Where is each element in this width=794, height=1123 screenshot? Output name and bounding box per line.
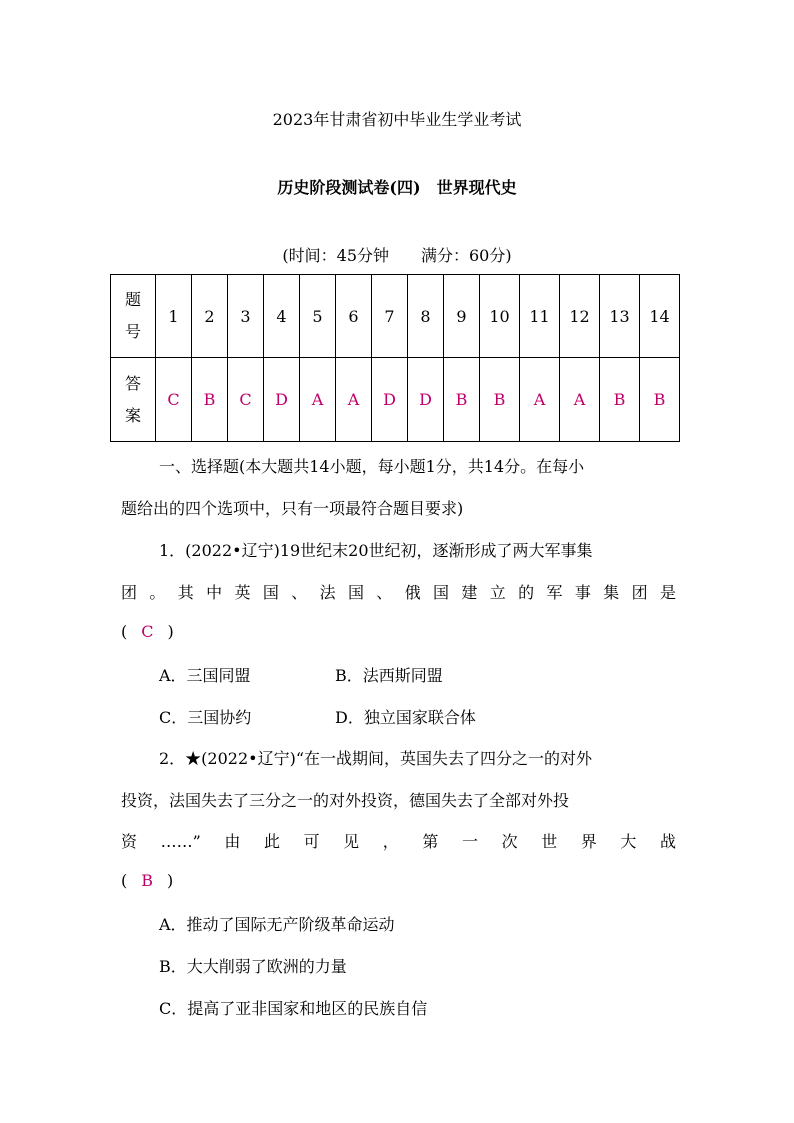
answer-cell: B: [480, 358, 520, 442]
q2-option-b: B．大大削弱了欧洲的力量: [159, 957, 347, 976]
answer-table: [110, 274, 680, 442]
answer-cell: B: [640, 358, 680, 442]
q1-option-a: A．三国同盟: [159, 666, 251, 685]
number-cell: 1: [156, 275, 192, 358]
answer-cell: C: [156, 358, 192, 442]
question-number-row: [111, 275, 680, 358]
q1-option-b: B．法西斯同盟: [335, 666, 443, 685]
paper-title: 历史阶段测试卷(四) 世界现代史: [277, 178, 517, 197]
answer-cell: B: [192, 358, 228, 442]
q1-option-d: D．独立国家联合体: [335, 708, 476, 727]
section-intro-line1: 一、选择题(本大题共14小题，每小题1分，共14分。在每小: [159, 457, 585, 476]
q1-answer-paren: ( C ): [121, 622, 174, 641]
q2-line2: 投资，法国失去了三分之一的对外投资，德国失去了全部对外投: [121, 791, 570, 810]
q1-option-c: C．三国协约: [159, 708, 252, 727]
q1-line2: 团。其中英国、法国、俄国建立的军事集团是: [121, 583, 676, 602]
answer-cell: A: [300, 358, 336, 442]
answer-cell: D: [408, 358, 444, 442]
number-cell: 2: [192, 275, 228, 358]
answer-cell: D: [372, 358, 408, 442]
number-cell: 6: [336, 275, 372, 358]
q2-option-c: C．提高了亚非国家和地区的民族自信: [159, 999, 428, 1018]
number-cell: 8: [408, 275, 444, 358]
answer-cell: A: [520, 358, 560, 442]
section-intro-line2: 题给出的四个选项中，只有一项最符合题目要求): [121, 499, 464, 518]
q2-option-a: A．推动了国际无产阶级革命运动: [159, 915, 395, 934]
answer-cell: C: [228, 358, 264, 442]
number-cell: 3: [228, 275, 264, 358]
number-cell: 13: [600, 275, 640, 358]
number-cell: 10: [480, 275, 520, 358]
q2-line3: 资……”由此可见，第一次世界大战: [121, 832, 676, 851]
answer-row: [111, 358, 680, 442]
answer-cell: B: [444, 358, 480, 442]
q1-answer: C: [141, 622, 154, 641]
answer-cell: A: [336, 358, 372, 442]
answer-cell: A: [560, 358, 600, 442]
q1-line1: 1．(2022•辽宁)19世纪末20世纪初，逐渐形成了两大军事集: [159, 541, 593, 560]
answer-cell: D: [264, 358, 300, 442]
number-cell: 7: [372, 275, 408, 358]
q2-answer: B: [141, 871, 154, 890]
row-label-answer: 答 案: [111, 358, 156, 442]
q2-line1: 2．★(2022•辽宁)“在一战期间，英国失去了四分之一的对外: [159, 749, 593, 768]
number-cell: 11: [520, 275, 560, 358]
number-cell: 9: [444, 275, 480, 358]
number-cell: 5: [300, 275, 336, 358]
number-cell: 14: [640, 275, 680, 358]
number-cell: 4: [264, 275, 300, 358]
exam-title: 2023年甘肃省初中毕业生学业考试: [272, 110, 522, 129]
number-cell: 12: [560, 275, 600, 358]
answer-cell: B: [600, 358, 640, 442]
q2-answer-paren: ( B ): [121, 871, 174, 890]
row-label-number: 题 号: [111, 275, 156, 358]
exam-meta: (时间：45分钟 满分：60分): [282, 246, 512, 265]
